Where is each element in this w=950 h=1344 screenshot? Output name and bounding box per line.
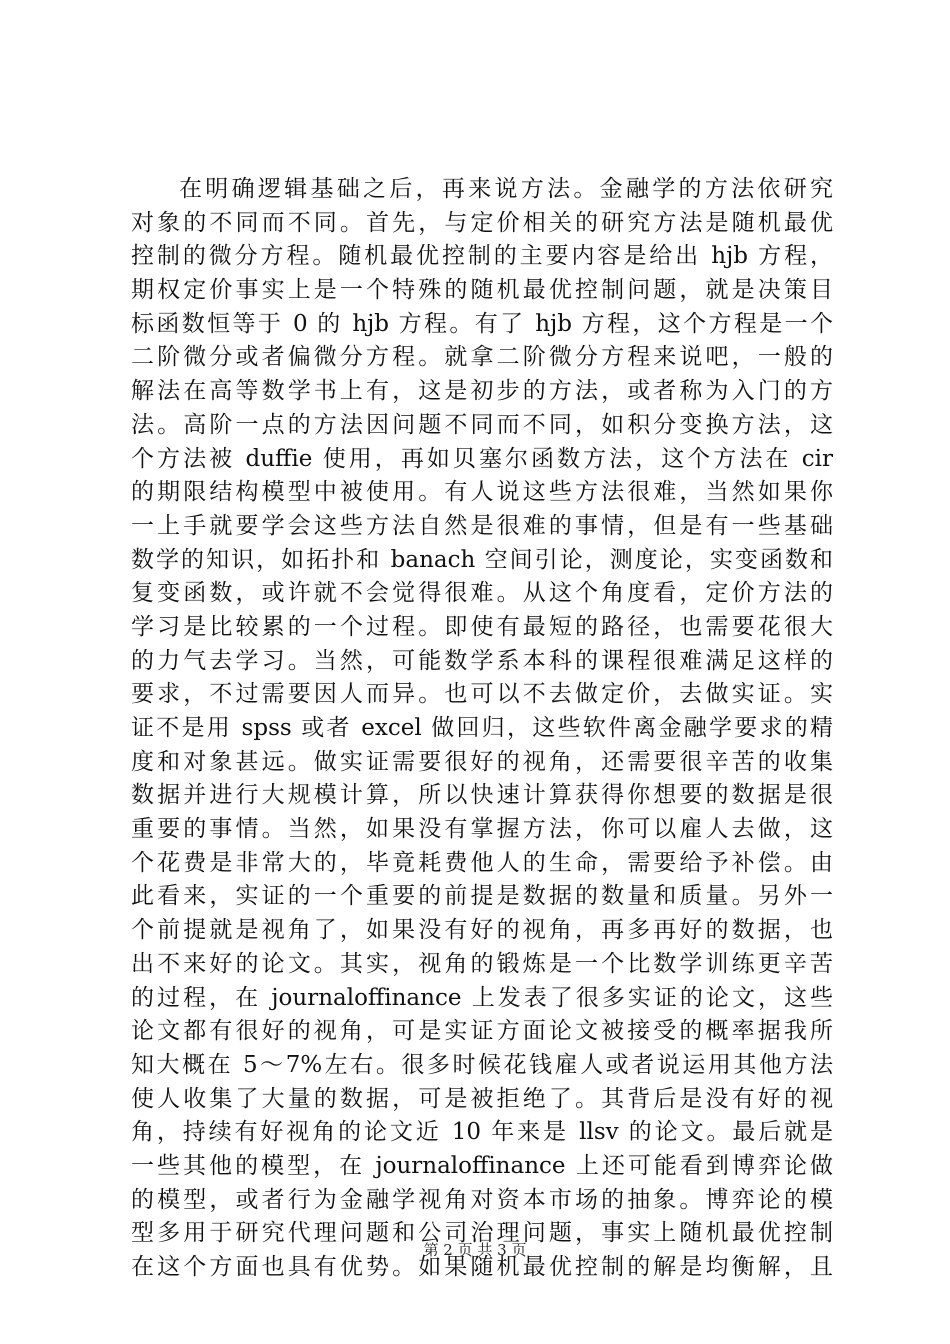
page-number-label: 第 2 页 共 3 页 — [423, 1241, 527, 1259]
text-line: 一些其他的模型，在 journaloffinance 上还可能看到博弈论做 — [131, 1152, 833, 1179]
text-line: 复变函数，或许就不会觉得很难。从这个角度看，定价方法的 — [131, 580, 833, 607]
text-line: 要求，不过需要因人而异。也可以不去做定价，去做实证。实 — [131, 681, 833, 708]
text-line: 数据并进行大规模计算，所以快速计算获得你想要的数据是很 — [131, 782, 833, 809]
page-footer — [0, 1240, 950, 1260]
text-line: 控制的微分方程。随机最优控制的主要内容是给出 hjb 方程， — [131, 243, 833, 270]
text-line: 在这个方面也具有优势。如果随机最优控制的解是均衡解，且 — [131, 1254, 833, 1280]
text-line: 使人收集了大量的数据，可是被拒绝了。其背后是没有好的视 — [131, 1085, 833, 1112]
text-line: 法。高阶一点的方法因问题不同而不同，如积分变换方法，这 — [131, 411, 833, 438]
text-line: 个方法被 duffie 使用，再如贝塞尔函数方法，这个方法在 cir — [131, 445, 833, 472]
text-line: 学习是比较累的一个过程。即使有最短的路径，也需要花很大 — [131, 613, 833, 640]
text-line: 解法在高等数学书上有，这是初步的方法，或者称为入门的方 — [131, 378, 833, 405]
text-line: 二阶微分或者偏微分方程。就拿二阶微分方程来说吧，一般的 — [131, 344, 833, 371]
text-line: 对象的不同而不同。首先，与定价相关的研究方法是随机最优 — [131, 209, 833, 236]
body-paragraph — [131, 173, 833, 1285]
text-line: 数学的知识，如拓扑和 banach 空间引论，测度论，实变函数和 — [131, 546, 833, 573]
text-line: 标函数恒等于 0 的 hjb 方程。有了 hjb 方程，这个方程是一个 — [131, 310, 833, 337]
text-line: 期权定价事实上是一个特殊的随机最优控制问题，就是决策目 — [131, 277, 833, 304]
text-line: 论文都有很好的视角，可是实证方面论文被接受的概率据我所 — [131, 1018, 833, 1045]
text-line: 重要的事情。当然，如果没有掌握方法，你可以雇人去做，这 — [131, 816, 833, 843]
text-line: 个花费是非常大的，毕竟耗费他人的生命，需要给予补偿。由 — [131, 849, 833, 876]
text-line: 一上手就要学会这些方法自然是很难的事情，但是有一些基础 — [131, 512, 833, 539]
text-line: 角，持续有好视角的论文近 10 年来是 llsv 的论文。最后就是 — [131, 1119, 833, 1146]
text-line: 型多用于研究代理问题和公司治理问题，事实上随机最优控制 — [131, 1220, 833, 1247]
text-line: 的力气去学习。当然，可能数学系本科的课程很难满足这样的 — [131, 647, 833, 674]
text-line: 证不是用 spss 或者 excel 做回归，这些软件离金融学要求的精 — [131, 715, 833, 741]
text-line: 度和对象甚远。做实证需要很好的视角，还需要很辛苦的收集 — [131, 748, 833, 775]
text-line: 在明确逻辑基础之后，再来说方法。金融学的方法依研究 — [179, 176, 833, 202]
text-line: 知大概在 5～7%左右。很多时候花钱雇人或者说运用其他方法 — [131, 1051, 833, 1078]
text-line: 此看来，实证的一个重要的前提是数据的数量和质量。另外一 — [131, 883, 833, 910]
text-line: 出不来好的论文。其实，视角的锻炼是一个比数学训练更辛苦 — [131, 950, 833, 977]
text-line: 的过程，在 journaloffinance 上发表了很多实证的论文，这些 — [131, 984, 833, 1011]
text-line: 个前提就是视角了，如果没有好的视角，再多再好的数据，也 — [131, 917, 833, 944]
text-line: 的模型，或者行为金融学视角对资本市场的抽象。博弈论的模 — [131, 1186, 833, 1213]
text-line: 的期限结构模型中被使用。有人说这些方法很难，当然如果你 — [131, 479, 833, 506]
